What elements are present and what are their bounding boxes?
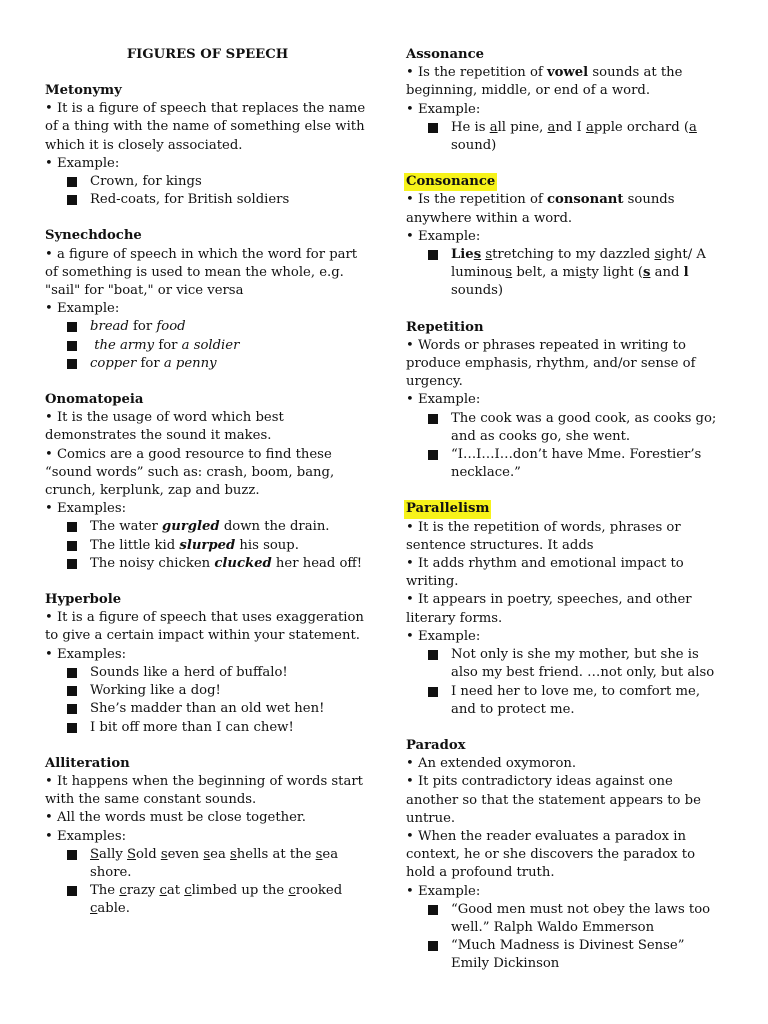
example-label: • Example: [406, 392, 481, 408]
square-bullet-icon [428, 687, 438, 697]
list-item: bread for food [45, 318, 370, 336]
list-item: “Good men must not obey the laws too well.” Ralph Waldo Emmerson [406, 901, 724, 937]
example-label: • Examples: [45, 828, 127, 844]
square-bullet-icon [67, 686, 77, 696]
square-bullet-icon [67, 522, 77, 532]
definition-bullet: • Words or phrases repeated in writing to produce emphasis, rhythm, and/or sense of urgency. [406, 337, 696, 390]
definition-bullet: • It adds rhythm and emotional impact to writing. [406, 556, 684, 590]
list-item: The little kid slurped his soup. [45, 537, 370, 555]
square-bullet-icon [67, 723, 77, 733]
list-item: She’s madder than an old wet hen! [45, 700, 370, 718]
list-item: Sally Sold seven sea shells at the sea shore. [45, 846, 370, 882]
example-label: • Example: [406, 228, 481, 244]
section-hyperbole [45, 591, 370, 737]
square-bullet-icon [428, 650, 438, 660]
list-item: “I…I…I…don’t have Mme. Forestier’s necklace.” [406, 446, 724, 482]
list-item: The crazy cat climbed up the crooked cable. [45, 882, 370, 918]
section-heading: Hyperbole [45, 592, 122, 608]
section-alliteration [45, 755, 370, 919]
square-bullet-icon [67, 704, 77, 714]
square-bullet-icon [67, 668, 77, 678]
section-repetition [406, 319, 724, 483]
section-heading: Repetition [406, 319, 484, 335]
definition-bullet: • It happens when the beginning of words start with the same constant sounds. [45, 773, 363, 808]
square-bullet-icon [67, 559, 77, 569]
square-bullet-icon [428, 250, 438, 260]
example-list [406, 246, 724, 301]
definition-bullet: • When the reader evaluates a paradox in context, he or she discovers the paradox to hold a profound truth. [406, 828, 696, 881]
definition-bullet: • It is the usage of word which best demonstrates the sound it makes. [45, 410, 284, 444]
section-synechdoche [45, 227, 370, 373]
example-list [45, 318, 370, 373]
left-column [45, 46, 370, 937]
square-bullet-icon [67, 886, 77, 896]
definition-bullet: • It is a figure of speech that replaces the name of a thing with the name of something else with which it is closely associated. [45, 101, 366, 153]
section-heading: Onomatopeia [45, 392, 144, 408]
definition-bullet: • It is the repetition of words, phrases or sentence structures. It adds [406, 519, 681, 553]
example-list [45, 846, 370, 919]
list-item: Crown, for kings [45, 173, 370, 191]
definition-bullet: • It pits contradictory ideas against one another so that the statement appears to be untrue. [406, 774, 701, 826]
list-item: Not only is she my mother, but she is also my best friend. …not only, but also [406, 646, 724, 682]
list-item: He is all pine, and I apple orchard (a sound) [406, 119, 724, 155]
definition-bullet: • Comics are a good resource to find these “sound words” such as: crash, boom, bang, crunch, kerplunk, zap and buzz. [45, 446, 335, 499]
section-metonymy [45, 82, 370, 209]
document-title: FIGURES OF SPEECH [126, 47, 289, 62]
example-label: • Example: [406, 883, 481, 899]
example-label: • Example: [406, 628, 481, 644]
list-item: I bit off more than I can chew! [45, 719, 370, 737]
section-paradox [406, 737, 724, 974]
list-item: Working like a dog! [45, 682, 370, 700]
section-onomatopeia [45, 391, 370, 573]
right-column [406, 46, 724, 992]
square-bullet-icon [428, 905, 438, 915]
list-item: Red-coats, for British soldiers [45, 191, 370, 209]
example-label: • Examples: [45, 646, 127, 662]
example-list [45, 518, 370, 573]
definition-bullet: • Is the repetition of vowel sounds at the beginning, middle, or end of a word. [406, 65, 683, 99]
section-parallelism [406, 500, 724, 718]
definition-bullet: • An extended oxymoron. [406, 756, 577, 772]
definition-bullet: • All the words must be close together. [45, 810, 306, 826]
square-bullet-icon [67, 850, 77, 860]
list-item: Lies stretching to my dazzled sight/ A luminous belt, a misty light (s and l sounds) [406, 246, 724, 301]
square-bullet-icon [67, 177, 77, 187]
section-heading: Synechdoche [45, 228, 142, 244]
section-heading-highlighted: Parallelism [404, 500, 491, 518]
list-item: The cook was a good cook, as cooks go; and as cooks go, she went. [406, 410, 724, 446]
example-list [45, 664, 370, 737]
example-label: • Example: [406, 101, 481, 117]
list-item: “Much Madness is Divinest Sense” Emily Dickinson [406, 937, 724, 973]
list-item: The noisy chicken clucked her head off! [45, 555, 370, 573]
list-item: the army for a soldier [45, 337, 370, 355]
section-heading: Alliteration [45, 755, 130, 771]
example-list [406, 410, 724, 483]
definition-bullet: • It appears in poetry, speeches, and other literary forms. [406, 592, 692, 626]
section-assonance [406, 46, 724, 155]
section-heading: Assonance [406, 47, 485, 62]
section-heading: Metonymy [45, 83, 122, 98]
example-label: • Example: [45, 155, 120, 171]
square-bullet-icon [428, 450, 438, 460]
list-item: The water gurgled down the drain. [45, 518, 370, 536]
example-label: • Examples: [45, 501, 127, 517]
definition-bullet: • Is the repetition of consonant sounds anywhere within a word. [406, 192, 675, 226]
example-list [406, 119, 724, 155]
square-bullet-icon [67, 341, 77, 351]
square-bullet-icon [67, 541, 77, 551]
list-item: I need her to love me, to comfort me, and to protect me. [406, 683, 724, 719]
square-bullet-icon [428, 123, 438, 133]
square-bullet-icon [428, 414, 438, 424]
section-heading: Paradox [406, 737, 466, 753]
section-heading-highlighted: Consonance [404, 173, 497, 191]
section-consonance [406, 173, 724, 300]
example-list [406, 646, 724, 719]
example-list [45, 173, 370, 209]
square-bullet-icon [428, 941, 438, 951]
example-label: • Example: [45, 301, 120, 317]
square-bullet-icon [67, 359, 77, 369]
definition-bullet: • a figure of speech in which the word for part of something is used to mean the whole, e.g. "sail" for "boat," or vice versa [45, 246, 358, 299]
square-bullet-icon [67, 322, 77, 332]
square-bullet-icon [67, 195, 77, 205]
list-item: copper for a penny [45, 355, 370, 373]
example-list [406, 901, 724, 974]
list-item: Sounds like a herd of buffalo! [45, 664, 370, 682]
definition-bullet: • It is a figure of speech that uses exaggeration to give a certain impact within your statement. [45, 610, 364, 644]
